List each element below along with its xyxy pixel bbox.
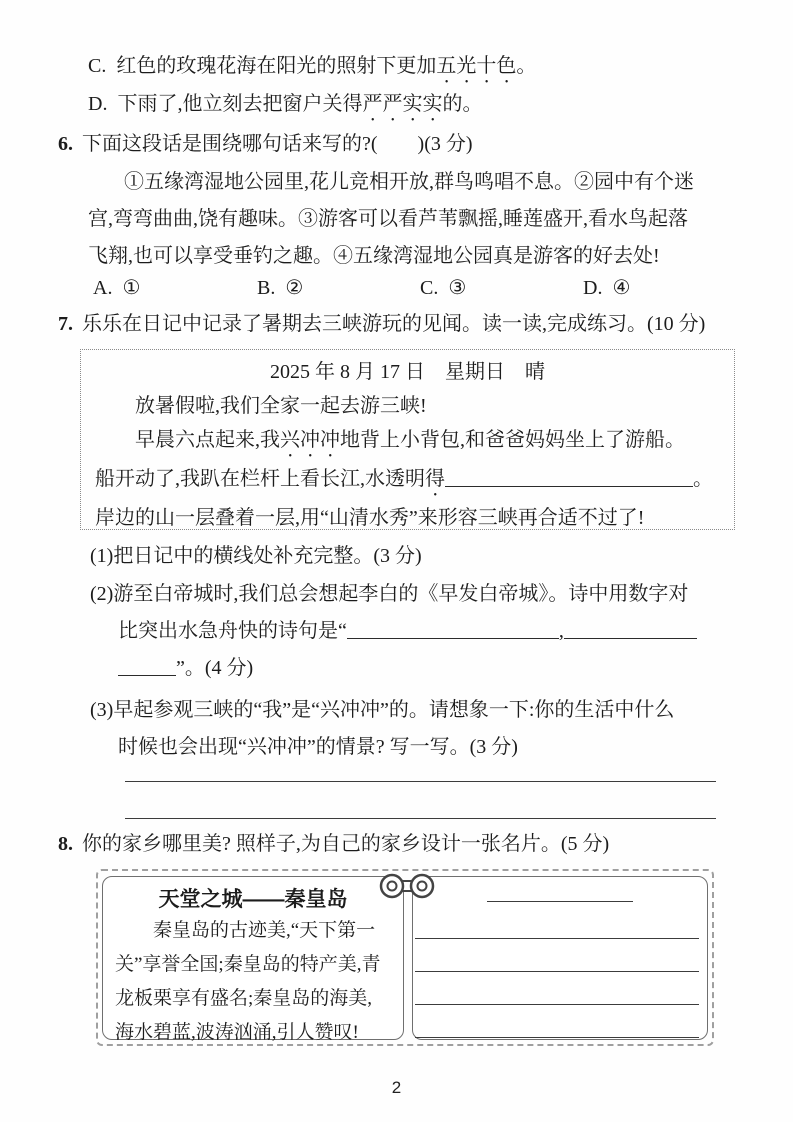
- emphasized-text: 严严实实: [362, 93, 443, 115]
- sample-card-line: [115, 914, 395, 948]
- diary-text: [95, 507, 644, 529]
- text-run: 比突出水急舟快的诗句是“: [118, 620, 347, 642]
- text-run: 关”享誉全国;秦皇岛的特产美,青: [115, 954, 381, 975]
- fill-blank: [347, 624, 559, 639]
- q5-option-d: [88, 90, 482, 126]
- sample-card-text: [153, 920, 375, 941]
- diary-text: [135, 395, 427, 417]
- diary-text: [135, 429, 685, 451]
- diary-box: [80, 349, 735, 530]
- q7-sub2-line: [118, 654, 253, 682]
- blank-card-write-line: [415, 939, 699, 972]
- text-run: (3)早起参观三峡的“我”是“兴冲冲”的。请想象一下:你的生活中什么: [90, 699, 675, 721]
- text-run: 。: [693, 468, 713, 490]
- fill-blank: [118, 661, 176, 676]
- choice-d-value: ④: [612, 277, 631, 299]
- text-run: 龙板栗享有盛名;秦皇岛的海美,: [115, 988, 373, 1009]
- sample-card-line: [115, 948, 395, 982]
- q6-paragraph-text: [124, 171, 694, 193]
- q7-prompt-line: [58, 310, 705, 338]
- emphasized-text: 兴冲冲: [280, 429, 340, 451]
- text-run: 地背上小背包,和爸爸妈妈坐上了游船。: [340, 429, 685, 451]
- q5-option-c: [88, 52, 536, 88]
- q6-paragraph-line: [124, 168, 694, 196]
- text-run: 红色的玫瑰花海在阳光的照射下更加: [116, 55, 437, 77]
- option-c-text: [116, 55, 536, 77]
- q7-sub3-line: [118, 733, 518, 761]
- sample-card-text: [115, 954, 380, 975]
- q6-choice-b: [257, 274, 303, 302]
- blank-card-write-line: [415, 1005, 699, 1038]
- binder-rings-icon: [374, 871, 440, 901]
- text-run: 的。: [442, 93, 483, 115]
- choice-c-label: C.: [420, 277, 439, 299]
- sample-name-card: [102, 876, 404, 1043]
- text-run: 时候也会出现“兴冲冲”的情景? 写一写。(3 分): [118, 736, 518, 758]
- blank-card-write-line: [415, 906, 699, 939]
- option-d-label: D.: [88, 93, 108, 115]
- choice-b-label: B.: [257, 277, 276, 299]
- text-run: 宫,弯弯曲曲,饶有趣味。③游客可以看芦苇飘摇,睡莲盛开,看水鸟起落: [88, 208, 688, 230]
- sample-card-text: [115, 1022, 359, 1043]
- sample-card-body: [103, 913, 403, 1050]
- page-number: 2: [391, 1078, 402, 1097]
- text-run: (1)把日记中的横线处补充完整。(3 分): [90, 545, 422, 567]
- emphasized-text: 五光十色: [436, 55, 517, 77]
- diary-line: [95, 423, 720, 462]
- diary-line: [95, 462, 720, 501]
- blank-card-write-line: [415, 972, 699, 1005]
- text-run: 放暑假啦,我们全家一起去游三峡!: [135, 395, 427, 417]
- choice-c-value: ③: [448, 277, 467, 299]
- q7-sub2-text: [118, 620, 697, 642]
- text-run: 早晨六点起来,我: [135, 429, 280, 451]
- q6-paragraph-line: [88, 205, 688, 233]
- q8-prompt: 你的家乡哪里美? 照样子,为自己的家乡设计一张名片。(5 分): [82, 833, 610, 855]
- choice-d-label: D.: [583, 277, 603, 299]
- q6-paragraph-text: [88, 245, 660, 267]
- text-run: ,: [558, 620, 564, 642]
- diary-line: [95, 389, 720, 423]
- q7-sub2-text: [118, 657, 253, 679]
- option-d-text: [117, 93, 482, 115]
- q7-sub2-line: [118, 617, 697, 645]
- blank-name-card: [412, 876, 708, 1040]
- text-run: 海水碧蓝,波涛汹涌,引人赞叹!: [115, 1022, 359, 1043]
- q7-sub2-text: [90, 583, 688, 605]
- sample-card-line: [115, 982, 395, 1016]
- q8-number: 8.: [58, 833, 73, 855]
- q6-paragraph-line: [88, 242, 660, 270]
- sample-card-line: [115, 1016, 395, 1050]
- answer-line: [125, 781, 716, 782]
- q7-sub2-line: [90, 580, 688, 608]
- q6-paragraph-text: [88, 208, 688, 230]
- q7-sub1: [90, 542, 422, 570]
- q7-sub3-text: [90, 699, 674, 721]
- answer-line: [125, 818, 716, 819]
- text-run: (2)游至白帝城时,我们总会想起李白的《早发白帝城》。诗中用数字对: [90, 583, 689, 605]
- diary-text: [95, 468, 713, 490]
- text-run: 下雨了,他立刻去把窗户关得: [117, 93, 363, 115]
- q6-number: 6.: [58, 133, 73, 155]
- fill-blank: [445, 472, 693, 487]
- q8-prompt-line: [58, 830, 609, 858]
- text-run: 秦皇岛的古迹美,“天下第一: [153, 920, 376, 941]
- option-c-label: C.: [88, 55, 107, 77]
- fill-blank: [564, 624, 697, 639]
- text-run: 岸边的山一层叠着一层,用“山清水秀”来形容三峡再合适不过了!: [95, 507, 645, 529]
- q7-number: 7.: [58, 313, 73, 335]
- diary-date-heading: 2025 年 8 月 17 日 星期日 晴: [270, 361, 545, 383]
- diary-line: [95, 501, 720, 535]
- q7-sub3-text: [118, 736, 518, 758]
- choice-a-label: A.: [93, 277, 113, 299]
- blank-card-title-line: [487, 901, 633, 902]
- choice-b-value: ②: [285, 277, 304, 299]
- q7-sub3-line: [90, 696, 674, 724]
- text-run: ①五缘湾湿地公园里,花儿竞相开放,群鸟鸣唱不息。②园中有个迷: [124, 171, 694, 193]
- text-run: ”。(4 分): [176, 657, 254, 679]
- q6-choice-a: [93, 274, 140, 302]
- choice-a-value: ①: [122, 277, 141, 299]
- text-run: 。: [516, 55, 537, 77]
- sample-card-title: 天堂之城——秦皇岛: [158, 888, 348, 911]
- text-run: 船开动了,我趴在栏杆上看长江,水透明: [95, 468, 425, 490]
- q6-prompt-line: [58, 130, 473, 158]
- q6-prompt: 下面这段话是围绕哪句话来写的?( )(3 分): [82, 133, 473, 155]
- text-run: 飞翔,也可以享受垂钓之趣。④五缘湾湿地公园真是游客的好去处!: [88, 245, 660, 267]
- q7-sub1-text: [90, 545, 422, 567]
- q6-choice-c: [420, 274, 466, 302]
- emphasized-text: 得: [425, 468, 445, 490]
- sample-card-text: [115, 988, 372, 1009]
- q7-prompt: 乐乐在日记中记录了暑期去三峡游玩的见闻。读一读,完成练习。(10 分): [82, 313, 706, 335]
- q6-choice-d: [583, 274, 630, 302]
